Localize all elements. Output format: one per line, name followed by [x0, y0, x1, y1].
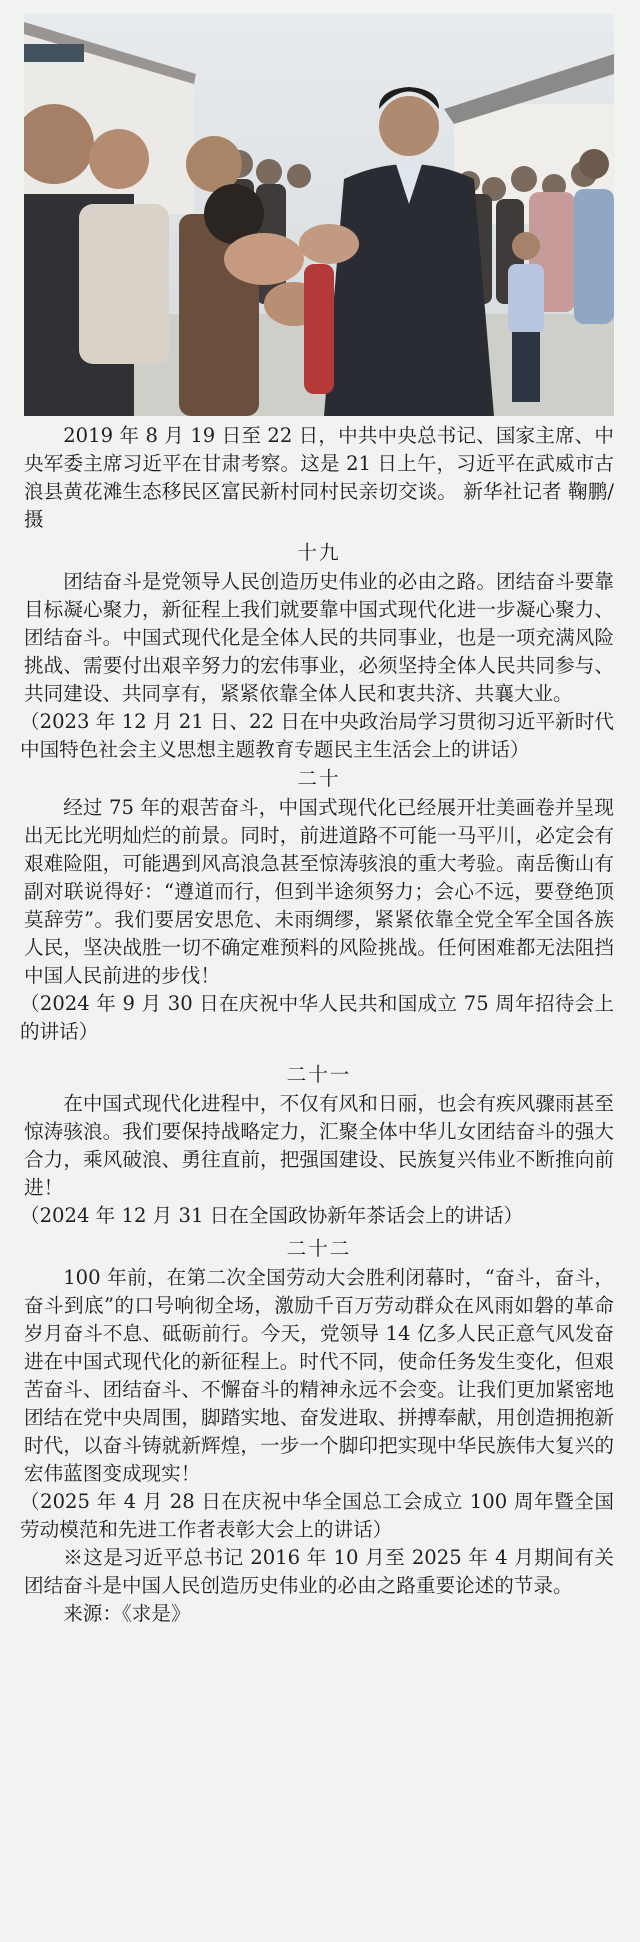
- section-body-20: 经过 75 年的艰苦奋斗，中国式现代化已经展开壮美画卷并呈现出无比光明灿烂的前景。同时，前进道路不可能一马平川，必定会有艰难险阻，可能遇到风高浪急甚至惊涛骇浪的重大考验。南岳衡山有副对联说得好：“遵道而行，但到半途须努力；会心不远，要登绝顶莫辞劳”。我们要居安思危、未雨绸缪，紧紧依靠全党全军全国各族人民，坚决战胜一切不确定难预料的风险挑战。任何困难都无法阻挡中国人民前进的步伐！: [24, 796, 614, 987]
- photo-caption: 2019 年 8 月 19 日至 22 日，中共中央总书记、国家主席、中央军委主席习近平在甘肃考察。这是 21 日上午，习近平在武威市古浪县黄花滩生态移民区富民新村同村民亲切交谈。 新华社记者 鞠鹏/摄: [24, 424, 614, 531]
- section-numeral-19: 十九: [297, 541, 341, 564]
- news-photo: [24, 14, 614, 416]
- section-body-21: 在中国式现代化进程中，不仅有风和日丽，也会有疾风骤雨甚至惊涛骇浪。我们要保持战略定力，汇聚全体中华儿女团结奋斗的强大合力，乘风破浪、勇往直前，把强国建设、民族复兴伟业不断推向前进！: [24, 1092, 614, 1199]
- section-numeral-20: 二十: [297, 767, 341, 790]
- section-source-19: （2023 年 12 月 21 日、22 日在中央政治局学习贯彻习近平新时代中国特色社会主义思想主题教育专题民主生活会上的讲话）: [20, 710, 614, 761]
- section-source-21: （2024 年 12 月 31 日在全国政协新年茶话会上的讲话）: [20, 1204, 524, 1227]
- editor-note: ※这是习近平总书记 2016 年 10 月至 2025 年 4 月期间有关团结奋斗是中国人民创造历史伟业的必由之路重要论述的节录。: [24, 1546, 614, 1597]
- section-numeral-22: 二十二: [286, 1237, 352, 1260]
- section-source-20: （2024 年 9 月 30 日在庆祝中华人民共和国成立 75 周年招待会上的讲话）: [20, 992, 614, 1043]
- section-source-22: （2025 年 4 月 28 日在庆祝中华全国总工会成立 100 周年暨全国劳动模范和先进工作者表彰大会上的讲话）: [20, 1490, 614, 1541]
- section-numeral-21: 二十一: [286, 1063, 352, 1086]
- article-origin: 来源：《求是》: [63, 1602, 191, 1625]
- photo-crowd-icon: [24, 14, 614, 416]
- section-body-19: 团结奋斗是党领导人民创造历史伟业的必由之路。团结奋斗要靠目标凝心聚力，新征程上我们就要靠中国式现代化进一步凝心聚力、团结奋斗。中国式现代化是全体人民的共同事业，也是一项充满风险挑战、需要付出艰辛努力的宏伟事业，必须坚持全体人民共同参与、共同建设、共同享有，紧紧依靠全体人民和衷共济、共襄大业。: [24, 570, 614, 705]
- section-body-22: 100 年前，在第二次全国劳动大会胜利闭幕时，“奋斗，奋斗，奋斗到底”的口号响彻全场，激励千百万劳动群众在风雨如磐的革命岁月奋斗不息、砥砺前行。今天，党领导 14 亿多人民正意气风发奋进在中国式现代化的新征程上。时代不同，使命任务发生变化，但艰苦奋斗、团结奋斗、不懈奋斗的精神永远不会变。让我们更加紧密地团结在党中央周围，脚踏实地、奋发进取、拼搏奉献，用创造拥抱新时代，以奋斗铸就新辉煌，一步一个脚印把实现中华民族伟大复兴的宏伟蓝图变成现实！: [24, 1266, 614, 1485]
- article-body: [20, 422, 614, 1628]
